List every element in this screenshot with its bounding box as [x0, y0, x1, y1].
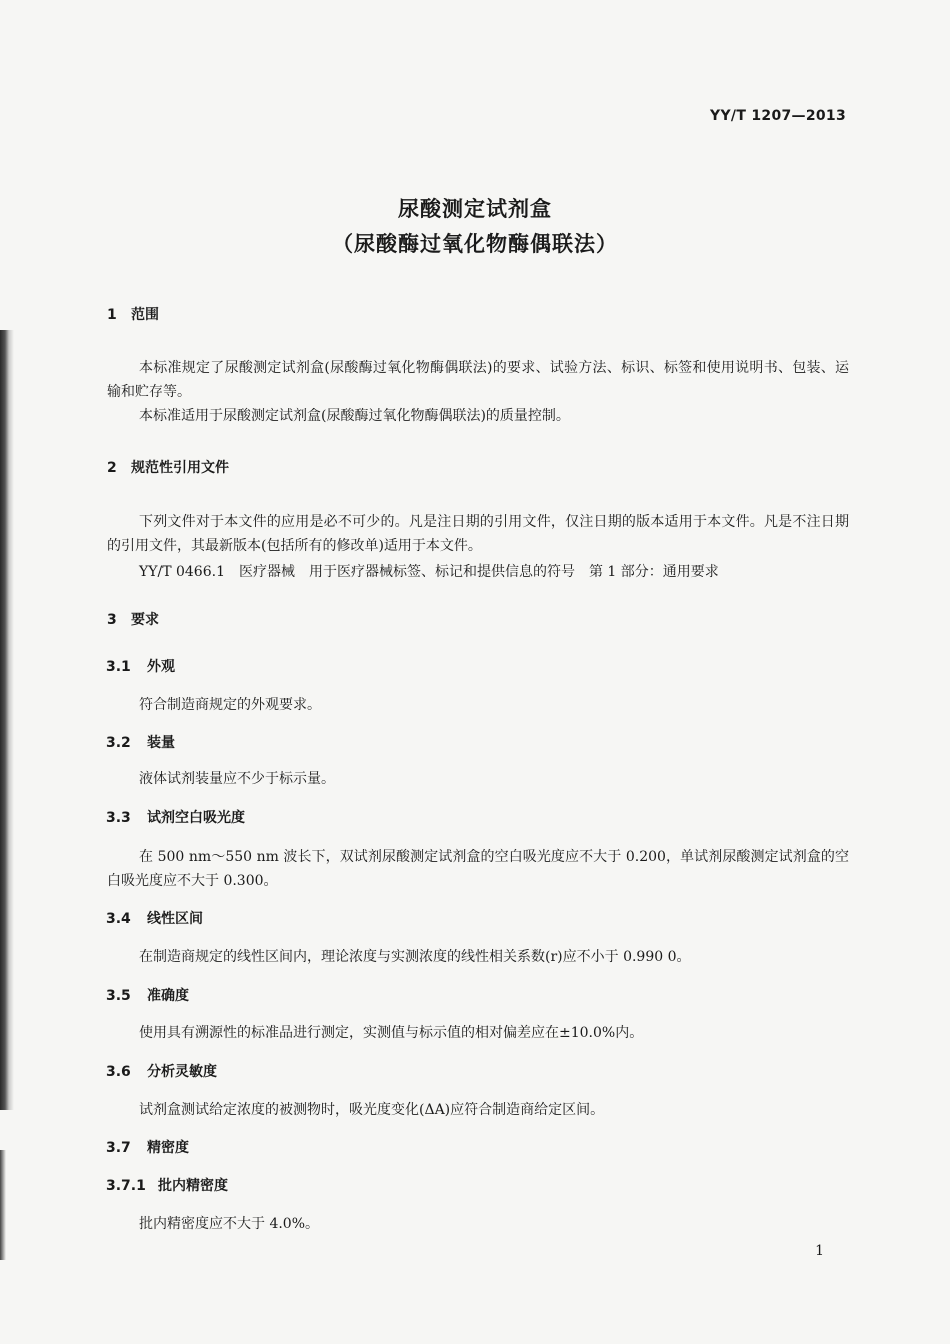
subsection-3-4-text: 在制造商规定的线性区间内，理论浓度与实测浓度的线性相关系数(r)应不小于 0.990 0。: [139, 949, 691, 965]
document-subtitle: （尿酸酶过氧化物酶偶联法）: [332, 232, 618, 256]
subsection-3-7-1-heading: [106, 1175, 228, 1195]
subsection-3-3-text: 在 500 nm～550 nm 波长下，双试剂尿酸测定试剂盒的空白吸光度应不大于 0.200，单试剂尿酸测定试剂盒的空白吸光度应不大于 0.300。: [107, 849, 849, 889]
section-number: 1: [107, 307, 117, 323]
subsection-title: 线性区间: [147, 911, 203, 927]
subsection-number: 3.1: [106, 659, 131, 675]
subsection-3-6-text: 试剂盒测试给定浓度的被测物时，吸光度变化(ΔA)应符合制造商给定区间。: [139, 1102, 605, 1118]
subsection-3-5-heading: [106, 985, 189, 1005]
subsection-number: 3.4: [106, 911, 131, 927]
subsection-title: 批内精密度: [158, 1178, 228, 1194]
subsection-3-1-text: 符合制造商规定的外观要求。: [139, 697, 321, 713]
section-2-paragraph-1: 下列文件对于本文件的应用是必不可少的。凡是注日期的引用文件，仅注日期的版本适用于本文件。凡是不注日期的引用文件，其最新版本(包括所有的修改单)适用于本文件。: [107, 514, 849, 554]
scan-shadow-edge: [0, 330, 14, 1110]
section-number: 2: [107, 460, 117, 476]
subsection-3-7-1-text: 批内精密度应不大于 4.0%。: [139, 1216, 320, 1232]
section-1-paragraph-2: 本标准适用于尿酸测定试剂盒(尿酸酶过氧化物酶偶联法)的质量控制。: [139, 408, 570, 424]
section-1-heading: [107, 304, 159, 324]
subsection-number: 3.6: [106, 1064, 131, 1080]
document-title: 尿酸测定试剂盒: [398, 197, 552, 221]
section-title: 规范性引用文件: [131, 460, 229, 476]
subsection-3-3-heading: [106, 807, 245, 827]
subsection-title: 分析灵敏度: [147, 1064, 217, 1080]
subsection-title: 准确度: [147, 988, 189, 1004]
subsection-3-7-heading: [106, 1137, 189, 1157]
subsection-number: 3.2: [106, 735, 131, 751]
subsection-3-4-heading: [106, 908, 203, 928]
section-1-paragraph-1: 本标准规定了尿酸测定试剂盒(尿酸酶过氧化物酶偶联法)的要求、试验方法、标识、标签和使用说明书、包装、运输和贮存等。: [107, 360, 849, 400]
subsection-number: 3.7: [106, 1140, 131, 1156]
scan-shadow-edge-lower: [0, 1150, 6, 1260]
subsection-3-2-heading: [106, 732, 175, 752]
subsection-title: 外观: [147, 659, 175, 675]
section-3-heading: [107, 609, 159, 629]
section-title: 范围: [131, 307, 159, 323]
section-number: 3: [107, 612, 117, 628]
subsection-title: 试剂空白吸光度: [147, 810, 245, 826]
subsection-3-6-heading: [106, 1061, 217, 1081]
subsection-number: 3.7.1: [106, 1178, 146, 1194]
subsection-title: 精密度: [147, 1140, 189, 1156]
subsection-3-5-text: 使用具有溯源性的标准品进行测定，实测值与标示值的相对偏差应在±10.0%内。: [139, 1025, 644, 1041]
subsection-number: 3.3: [106, 810, 131, 826]
normative-reference: YY/T 0466.1 医疗器械 用于医疗器械标签、标记和提供信息的符号 第 1 部分：通用要求: [139, 564, 719, 580]
subsection-title: 装量: [147, 735, 175, 751]
subsection-3-2-text: 液体试剂装量应不少于标示量。: [139, 771, 335, 787]
subsection-3-1-heading: [106, 656, 175, 676]
subsection-number: 3.5: [106, 988, 131, 1004]
standard-number: YY/T 1207—2013: [710, 108, 846, 124]
section-2-heading: [107, 457, 229, 477]
page-number: 1: [815, 1243, 824, 1259]
section-title: 要求: [131, 612, 159, 628]
